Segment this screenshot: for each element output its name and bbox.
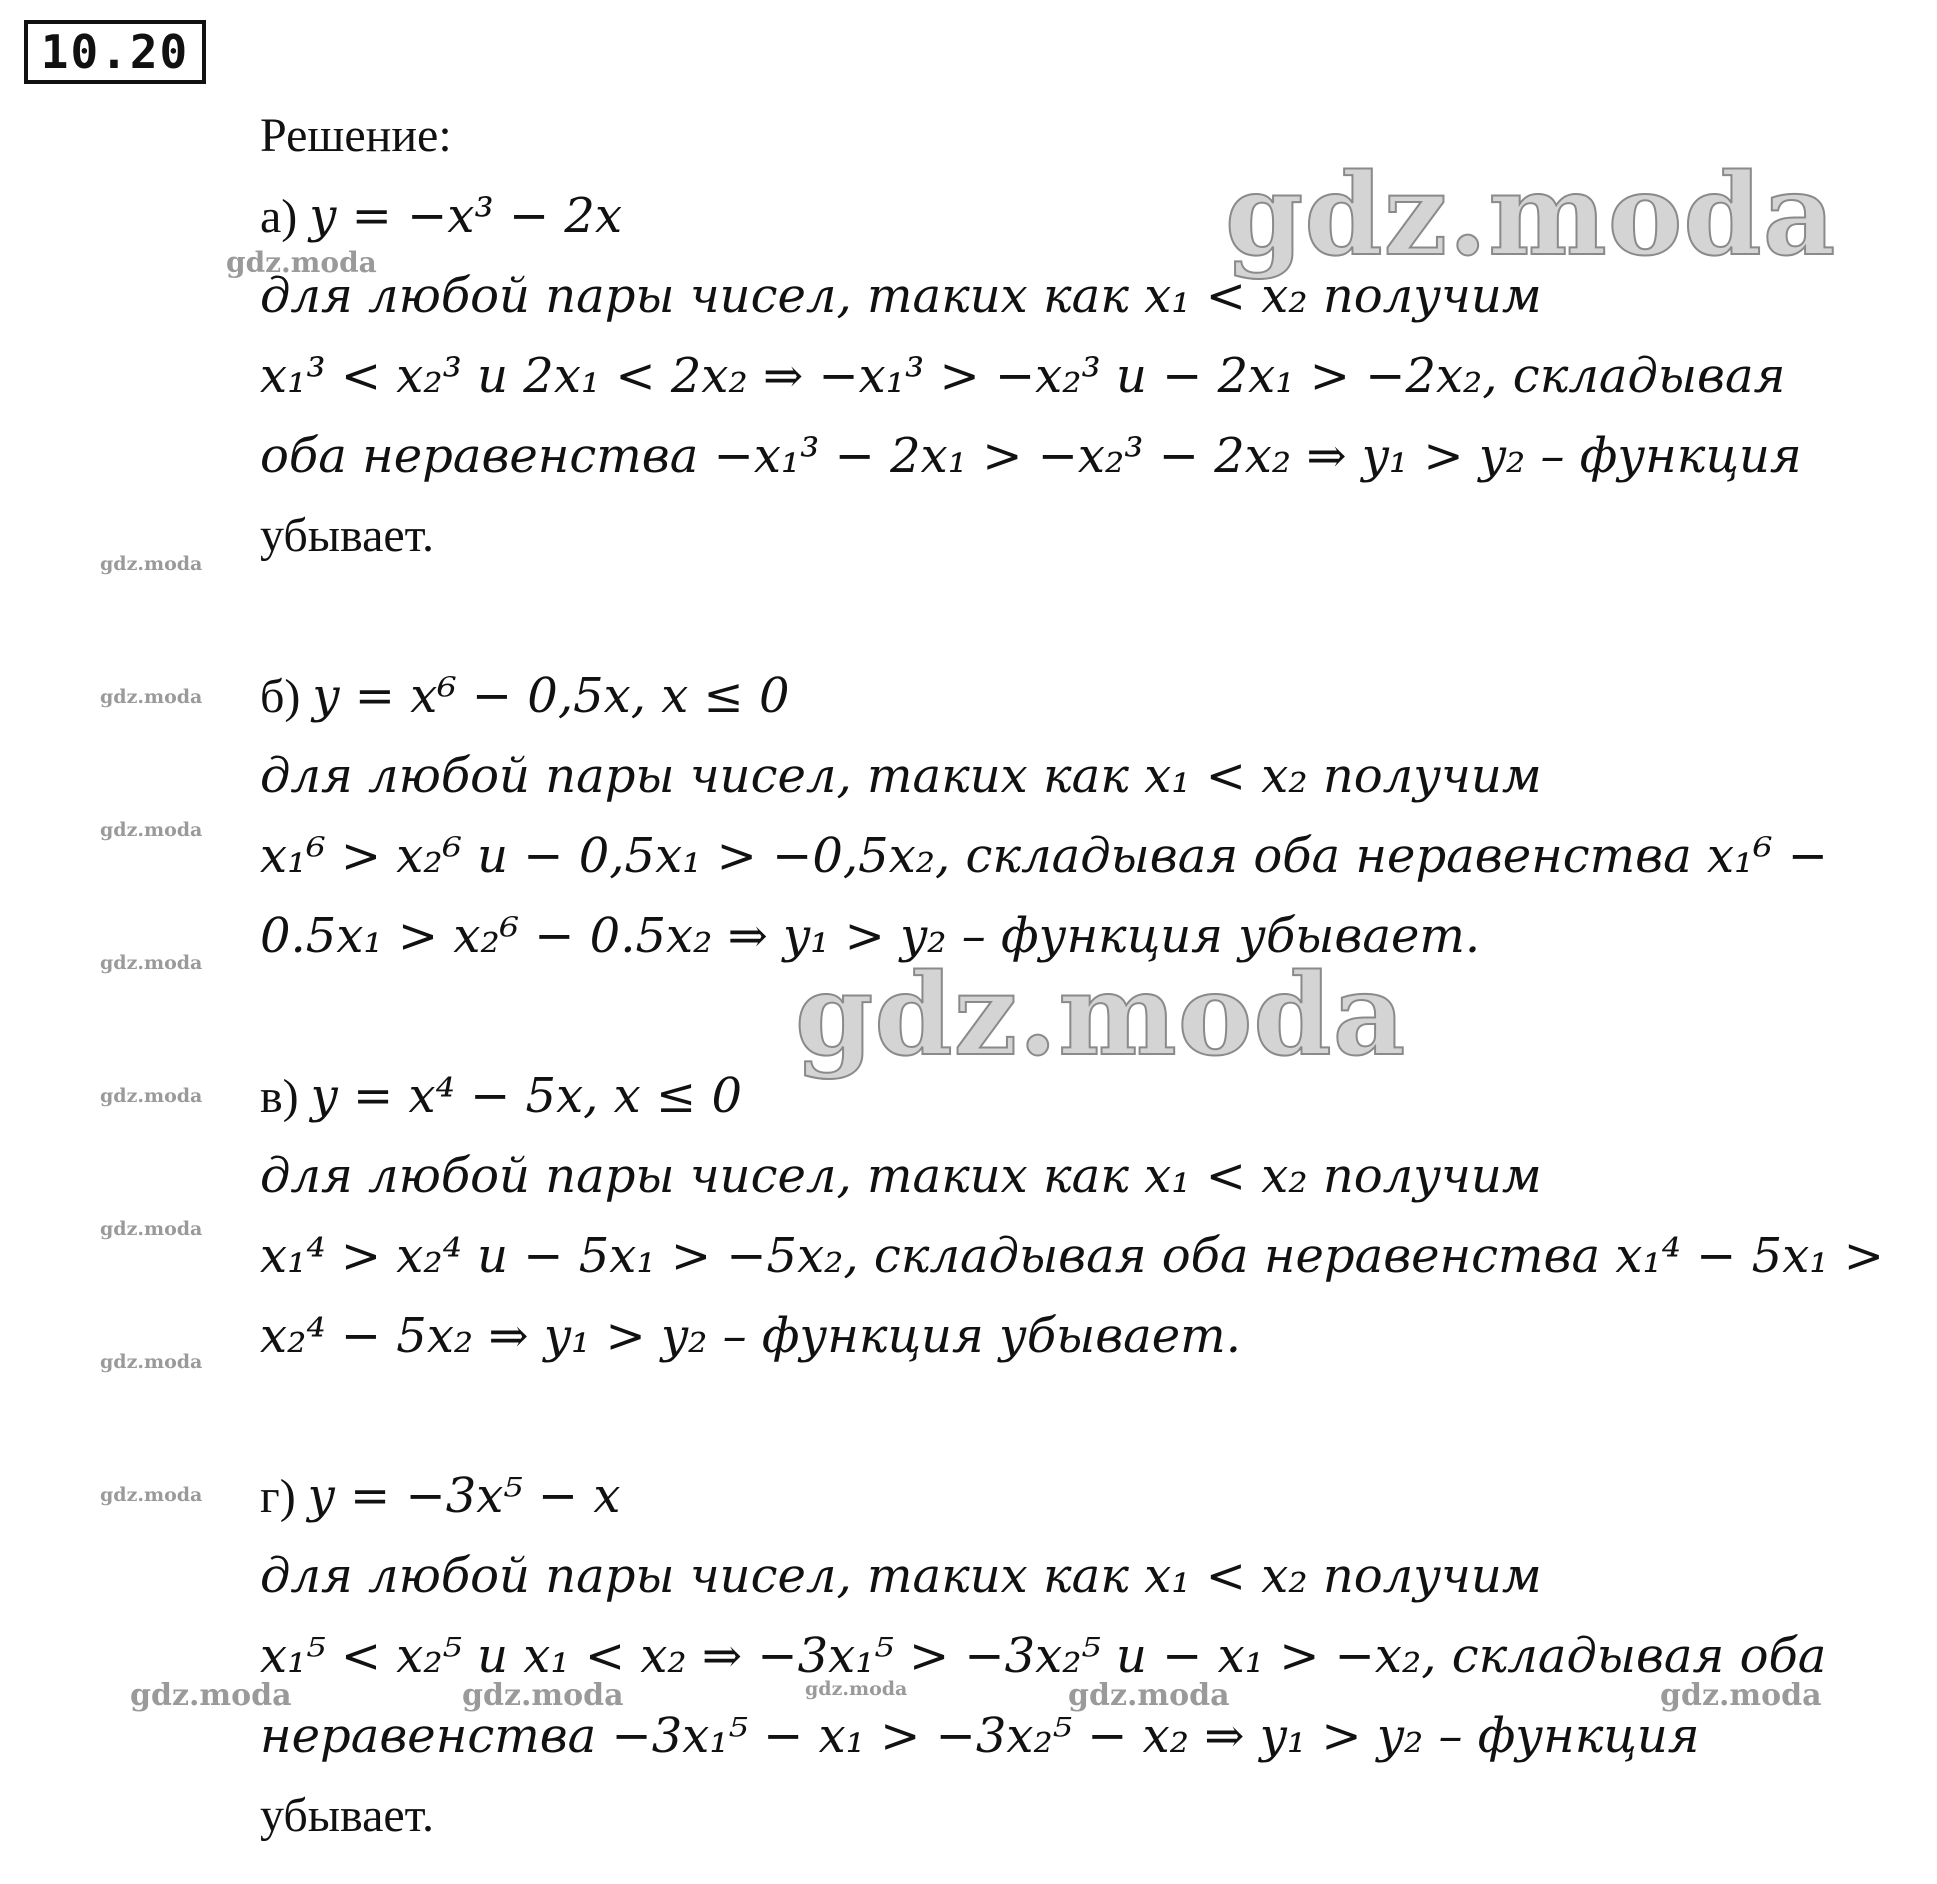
problem-number: 10.20 <box>24 20 206 84</box>
part-b-formula: y = x⁶ − 0,5x, x ≤ 0 <box>312 668 790 724</box>
part-g-line1: для любой пары чисел, таких как x₁ < x₂ получим <box>260 1548 1542 1604</box>
watermark-large: gdz.moda <box>795 950 1407 1081</box>
part-v-formula: y = x⁴ − 5x, x ≤ 0 <box>310 1068 743 1124</box>
part-a-formula: y = −x³ − 2x <box>309 188 623 244</box>
watermark-small: gdz.moda <box>805 1678 908 1700</box>
part-v-label: в) <box>260 1070 299 1123</box>
part-g-line2: x₁⁵ < x₂⁵ и x₁ < x₂ ⇒ −3x₁⁵ > −3x₂⁵ и − x₁ > −x₂, складывая оба <box>260 1628 1827 1684</box>
watermark-small: gdz.moda <box>1068 1678 1230 1713</box>
part-v-line2: x₁⁴ > x₂⁴ и − 5x₁ > −5x₂, складывая оба неравенства x₁⁴ − 5x₁ > <box>260 1228 1884 1284</box>
watermark-small: gdz.moda <box>100 553 203 575</box>
watermark-small: gdz.moda <box>100 1484 203 1506</box>
part-a-line3: оба неравенства −x₁³ − 2x₁ > −x₂³ − 2x₂ ⇒ y₁ > y₂ – функция <box>260 428 1802 484</box>
solution-heading: Решение: <box>260 109 452 162</box>
part-a-line4: убывает. <box>260 509 435 562</box>
watermark-small: gdz.moda <box>462 1678 624 1713</box>
part-g-formula: y = −3x⁵ − x <box>307 1468 621 1524</box>
watermark-small: gdz.moda <box>100 686 203 708</box>
part-g-line3: неравенства −3x₁⁵ − x₁ > −3x₂⁵ − x₂ ⇒ y₁ > y₂ – функция <box>260 1708 1700 1764</box>
part-v-line1: для любой пары чисел, таких как x₁ < x₂ получим <box>260 1148 1542 1204</box>
watermark-small: gdz.moda <box>100 952 203 974</box>
part-a-label: а) <box>260 190 298 243</box>
watermark-small: gdz.moda <box>100 1085 203 1107</box>
part-g-label: г) <box>260 1470 296 1523</box>
part-v-line3: x₂⁴ − 5x₂ ⇒ y₁ > y₂ – функция убывает. <box>260 1308 1241 1364</box>
part-b-line1: для любой пары чисел, таких как x₁ < x₂ получим <box>260 748 1542 804</box>
watermark-small: gdz.moda <box>1660 1678 1822 1713</box>
part-b-function <box>260 656 1900 736</box>
part-g-function <box>260 1456 1900 1536</box>
part-b-label: б) <box>260 670 301 723</box>
watermark-small: gdz.moda <box>100 1218 203 1240</box>
watermark-small: gdz.moda <box>100 819 203 841</box>
watermark-small: gdz.moda <box>130 1678 292 1713</box>
part-b-line2: x₁⁶ > x₂⁶ и − 0,5x₁ > −0,5x₂, складывая оба неравенства x₁⁶ − <box>260 828 1828 884</box>
part-b-line3: 0.5x₁ > x₂⁶ − 0.5x₂ ⇒ y₁ > y₂ – функция убывает. <box>260 908 1481 964</box>
watermark-large: gdz.moda <box>1225 150 1837 281</box>
part-g-line4: убывает. <box>260 1789 435 1842</box>
part-a-line2: x₁³ < x₂³ и 2x₁ < 2x₂ ⇒ −x₁³ > −x₂³ и − 2x₁ > −2x₂, складывая <box>260 348 1786 404</box>
part-a-line1: для любой пары чисел, таких как x₁ < x₂ получим <box>260 268 1542 324</box>
watermark-small: gdz.moda <box>100 1351 203 1373</box>
watermark-small: gdz.moda <box>226 246 377 279</box>
